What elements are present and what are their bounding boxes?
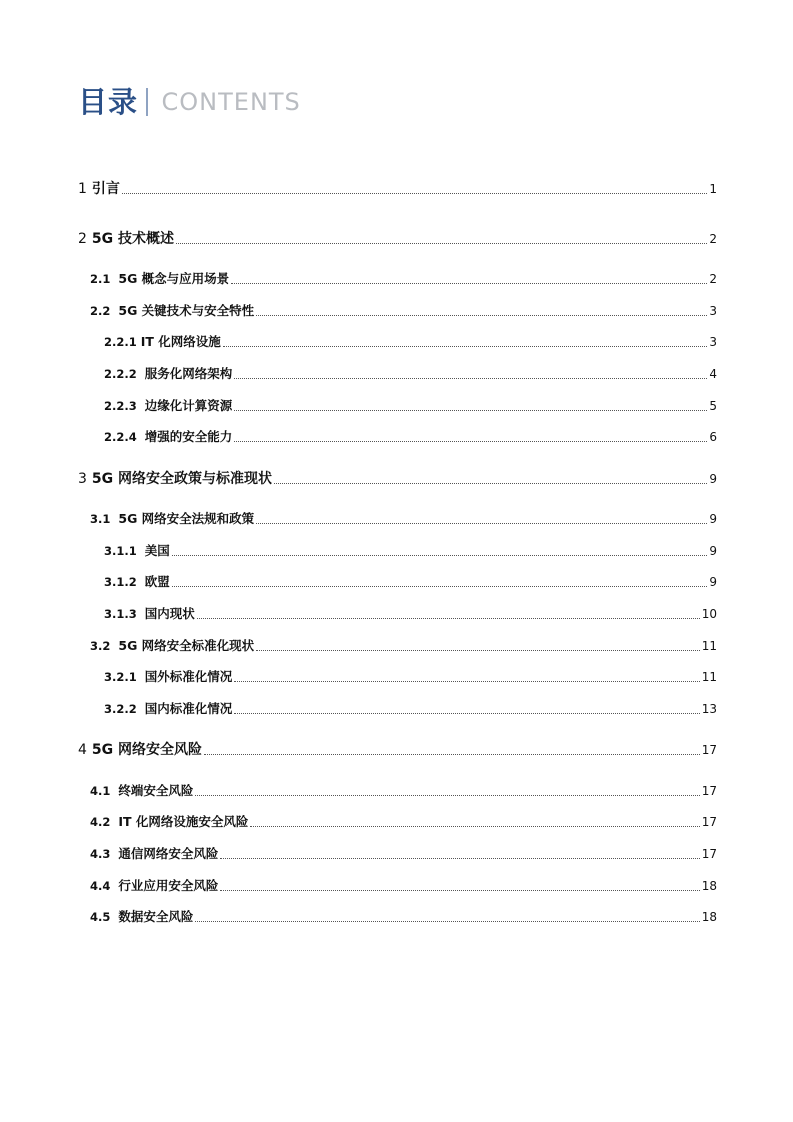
toc-number: 2.2 xyxy=(90,304,111,318)
toc-leader xyxy=(256,523,707,524)
toc-entry-4-5[interactable] xyxy=(90,906,717,926)
toc-page-number: 11 xyxy=(701,670,717,684)
toc-leader xyxy=(172,586,708,587)
toc-title: IT 化网络设施 xyxy=(140,334,221,349)
toc-page-number: 1 xyxy=(709,182,717,196)
toc-number: 2 xyxy=(78,231,87,247)
toc-entry-2-2-1[interactable] xyxy=(104,331,717,351)
toc-entry-2-2-4[interactable] xyxy=(104,426,717,446)
contents-heading xyxy=(78,84,301,120)
toc-page-number: 17 xyxy=(701,784,717,798)
toc-leader xyxy=(234,681,699,682)
toc-page-number: 3 xyxy=(709,335,717,349)
toc-leader xyxy=(220,858,699,859)
toc-title: 5G 技术概述 xyxy=(91,231,175,247)
toc-page-number: 9 xyxy=(709,575,717,589)
toc-page-number: 3 xyxy=(709,304,717,318)
toc-entry-4-3[interactable] xyxy=(90,843,717,863)
toc-leader xyxy=(172,555,708,556)
toc-leader xyxy=(122,193,707,194)
toc-entry-3-1-2[interactable] xyxy=(104,571,717,591)
toc-title: 5G 网络安全标准化现状 xyxy=(118,638,255,653)
toc-page-number: 4 xyxy=(709,367,717,381)
heading-en: CONTENTS xyxy=(161,88,301,116)
toc-title: 行业应用安全风险 xyxy=(118,878,219,893)
toc-entry-3[interactable] xyxy=(78,468,717,488)
toc-entry-3-1-3[interactable] xyxy=(104,603,717,623)
toc-page-number: 11 xyxy=(701,639,717,653)
toc-number: 4.2 xyxy=(90,815,111,829)
toc-page-number: 17 xyxy=(701,815,717,829)
toc-page-number: 10 xyxy=(701,607,717,621)
toc-entry-4-2[interactable] xyxy=(90,811,717,831)
toc-leader xyxy=(204,754,700,755)
toc-entry-2-2[interactable] xyxy=(90,300,717,320)
toc-number: 4.1 xyxy=(90,784,111,798)
toc-page-number: 9 xyxy=(709,512,717,526)
toc-entry-3-2-1[interactable] xyxy=(104,666,717,686)
toc-title: 终端安全风险 xyxy=(118,783,194,798)
toc-entry-3-2-2[interactable] xyxy=(104,698,717,718)
toc-title: 国内标准化情况 xyxy=(144,701,233,716)
toc-page-number: 9 xyxy=(709,544,717,558)
toc-number: 3.2.2 xyxy=(104,702,137,716)
toc-title: 服务化网络架构 xyxy=(144,366,233,381)
heading-divider xyxy=(146,88,148,116)
toc-leader xyxy=(250,826,699,827)
toc-entry-1[interactable] xyxy=(78,178,717,198)
toc-entry-2-1[interactable] xyxy=(90,268,717,288)
toc-page-number: 2 xyxy=(709,232,717,246)
toc-page-number: 9 xyxy=(709,472,717,486)
toc-title: 5G 网络安全政策与标准现状 xyxy=(91,471,273,487)
toc-number: 3.1.3 xyxy=(104,607,137,621)
toc-title: IT 化网络设施安全风险 xyxy=(118,814,249,829)
toc-page-number: 5 xyxy=(709,399,717,413)
toc-title: 5G 网络安全风险 xyxy=(91,742,203,758)
toc-number: 4.5 xyxy=(90,910,111,924)
toc-number: 3.2.1 xyxy=(104,670,137,684)
toc-page-number: 18 xyxy=(701,910,717,924)
toc-entry-2-2-2[interactable] xyxy=(104,363,717,383)
toc-number: 3.1.1 xyxy=(104,544,137,558)
toc-leader xyxy=(256,315,707,316)
toc-title: 国内现状 xyxy=(144,606,195,621)
toc-page-number: 6 xyxy=(709,430,717,444)
toc-number: 2.2.3 xyxy=(104,399,137,413)
toc-entry-4-1[interactable] xyxy=(90,780,717,800)
toc-number: 2.1 xyxy=(90,272,111,286)
toc-number: 3.2 xyxy=(90,639,111,653)
toc-number: 4.3 xyxy=(90,847,111,861)
toc-entry-2[interactable] xyxy=(78,228,717,248)
toc-title: 通信网络安全风险 xyxy=(118,846,219,861)
toc-leader xyxy=(256,650,700,651)
toc-number: 2.2.4 xyxy=(104,430,137,444)
toc-leader xyxy=(195,921,699,922)
toc-title: 国外标准化情况 xyxy=(144,669,233,684)
toc-number: 2.2.2 xyxy=(104,367,137,381)
toc-page-number: 18 xyxy=(701,879,717,893)
toc-leader xyxy=(234,410,707,411)
toc-leader xyxy=(231,283,707,284)
toc-page-number: 2 xyxy=(709,272,717,286)
toc-leader xyxy=(234,378,707,379)
toc-leader xyxy=(234,713,699,714)
heading-cn: 目录 xyxy=(78,85,139,119)
toc-leader xyxy=(220,890,699,891)
toc-number: 4 xyxy=(78,742,87,758)
toc-number: 2.2.1 xyxy=(104,335,137,349)
toc-title: 5G 网络安全法规和政策 xyxy=(118,511,255,526)
toc-title: 数据安全风险 xyxy=(118,909,194,924)
toc-leader xyxy=(197,618,700,619)
toc-title: 欧盟 xyxy=(144,574,170,589)
toc-entry-3-1[interactable] xyxy=(90,508,717,528)
toc-entry-3-1-1[interactable] xyxy=(104,540,717,560)
toc-entry-4[interactable] xyxy=(78,739,717,759)
toc-title: 5G 概念与应用场景 xyxy=(118,271,230,286)
toc-leader xyxy=(195,795,699,796)
toc-leader xyxy=(234,441,707,442)
toc-number: 3.1.2 xyxy=(104,575,137,589)
toc-page-number: 17 xyxy=(701,743,717,757)
toc-leader xyxy=(274,483,707,484)
toc-title: 美国 xyxy=(144,543,170,558)
toc-number: 3.1 xyxy=(90,512,111,526)
toc-title: 5G 关键技术与安全特性 xyxy=(118,303,255,318)
toc-entry-2-2-3[interactable] xyxy=(104,395,717,415)
toc-number: 3 xyxy=(78,471,87,487)
toc-number: 4.4 xyxy=(90,879,111,893)
toc-number: 1 xyxy=(78,181,87,197)
toc-entry-3-2[interactable] xyxy=(90,635,717,655)
toc-title: 增强的安全能力 xyxy=(144,429,233,444)
toc-page-number: 17 xyxy=(701,847,717,861)
toc-title: 引言 xyxy=(91,181,120,197)
toc-leader xyxy=(223,346,708,347)
toc-title: 边缘化计算资源 xyxy=(144,398,233,413)
toc-page-number: 13 xyxy=(701,702,717,716)
toc-leader xyxy=(176,243,707,244)
toc-entry-4-4[interactable] xyxy=(90,875,717,895)
